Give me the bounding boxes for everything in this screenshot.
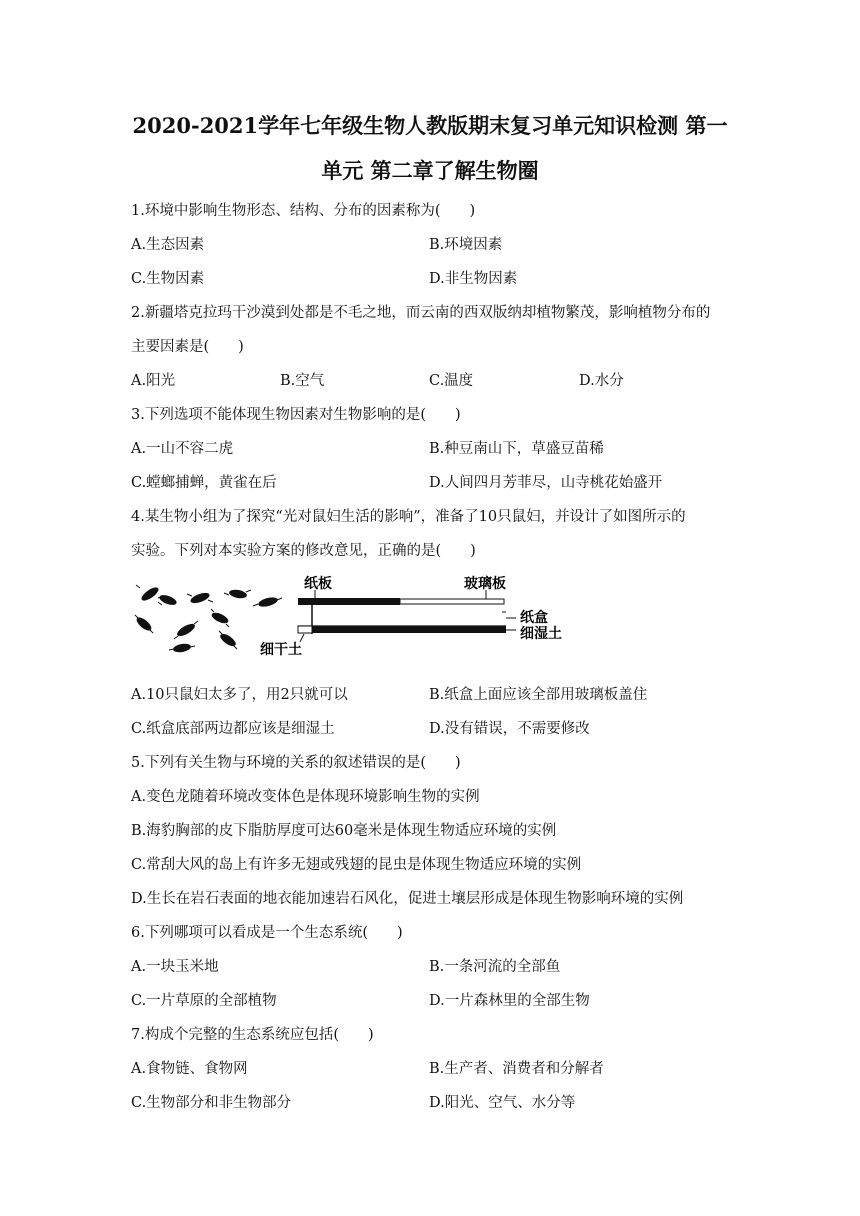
q4-option-d: D.没有错误，不需要修改 xyxy=(429,721,590,737)
label-dry-soil: 细干土 xyxy=(260,642,302,658)
q5-option-d: D.生长在岩石表面的地衣能加速岩石风化，促进土壤层形成是体现生物影响环境的实例 xyxy=(131,891,684,907)
q4-option-b: B.纸盒上面应该全部用玻璃板盖住 xyxy=(429,687,648,703)
q6-option-b: B.一条河流的全部鱼 xyxy=(429,959,561,975)
q5-option-a: A.变色龙随着环境改变体色是体现环境影响生物的实例 xyxy=(131,789,480,805)
question-4-stem-cont: 实验。下列对本实验方案的修改意见，正确的是( ) xyxy=(131,543,476,559)
q5-option-b: B.海豹胸部的皮下脂肪厚度可达60毫米是体现生物适应环境的实例 xyxy=(131,823,557,839)
question-2-stem: 2.新疆塔克拉玛干沙漠到处都是不毛之地，而云南的西双版纳却植物繁茂，影响植物分布的 xyxy=(131,305,711,321)
woodlouse-experiment-figure xyxy=(128,574,568,658)
q3-option-c: C.螳螂捕蝉，黄雀在后 xyxy=(131,475,277,491)
label-paper-box: 纸盒 xyxy=(520,610,548,626)
label-glass-plate: 玻璃板 xyxy=(464,576,506,592)
document-title-line-2: 单元 第二章了解生物圈 xyxy=(321,158,539,183)
q2-option-b: B.空气 xyxy=(280,373,325,389)
question-1-stem: 1.环境中影响生物形态、结构、分布的因素称为( ) xyxy=(131,203,476,219)
question-3-stem: 3.下列选项不能体现生物因素对生物影响的是( ) xyxy=(131,407,461,423)
q1-option-c: C.生物因素 xyxy=(131,271,205,287)
paperboard-bar xyxy=(298,598,400,605)
wet-soil-bar xyxy=(312,626,506,633)
q4-option-a: A.10只鼠妇太多了，用2只就可以 xyxy=(131,687,348,703)
question-5-stem: 5.下列有关生物与环境的关系的叙述错误的是( ) xyxy=(131,755,461,771)
label-wet-soil: 细湿土 xyxy=(520,626,562,642)
q7-option-c: C.生物部分和非生物部分 xyxy=(131,1095,292,1111)
label-paperboard: 纸板 xyxy=(304,576,332,592)
q6-option-d: D.一片森林里的全部生物 xyxy=(429,993,590,1009)
q7-option-d: D.阳光、空气、水分等 xyxy=(429,1095,576,1111)
question-2-stem-cont: 主要因素是( ) xyxy=(131,339,244,355)
q7-option-b: B.生产者、消费者和分解者 xyxy=(429,1061,604,1077)
q3-option-b: B.种豆南山下，草盛豆苗稀 xyxy=(429,441,604,457)
question-7-stem: 7.构成个完整的生态系统应包括( ) xyxy=(131,1027,374,1043)
q3-option-a: A.一山不容二虎 xyxy=(131,441,234,457)
q2-option-d: D.水分 xyxy=(579,373,624,389)
q7-option-a: A.食物链、食物网 xyxy=(131,1061,248,1077)
question-6-stem: 6.下列哪项可以看成是一个生态系统( ) xyxy=(131,925,403,941)
q4-option-c: C.纸盒底部两边都应该是细湿土 xyxy=(131,721,335,737)
q1-option-d: D.非生物因素 xyxy=(429,271,518,287)
q6-option-c: C.一片草原的全部植物 xyxy=(131,993,277,1009)
q6-option-a: A.一块玉米地 xyxy=(131,959,219,975)
question-4-stem: 4.某生物小组为了探究“光对鼠妇生活的影响”，准备了10只鼠妇，并设计了如图所示的 xyxy=(131,509,686,525)
q5-option-c: C.常刮大风的岛上有许多无翅或残翅的昆虫是体现生物适应环境的实例 xyxy=(131,857,582,873)
glass-plate-bar xyxy=(400,599,504,604)
q2-option-c: C.温度 xyxy=(429,373,474,389)
q1-option-b: B.环境因素 xyxy=(429,237,503,253)
q1-option-a: A.生态因素 xyxy=(131,237,205,253)
q3-option-d: D.人间四月芳菲尽，山寺桃花始盛开 xyxy=(429,475,663,491)
document-title-line-1: 2020-2021学年七年级生物人教版期末复习单元知识检测 第一 xyxy=(132,113,728,138)
q2-option-a: A.阳光 xyxy=(131,373,176,389)
